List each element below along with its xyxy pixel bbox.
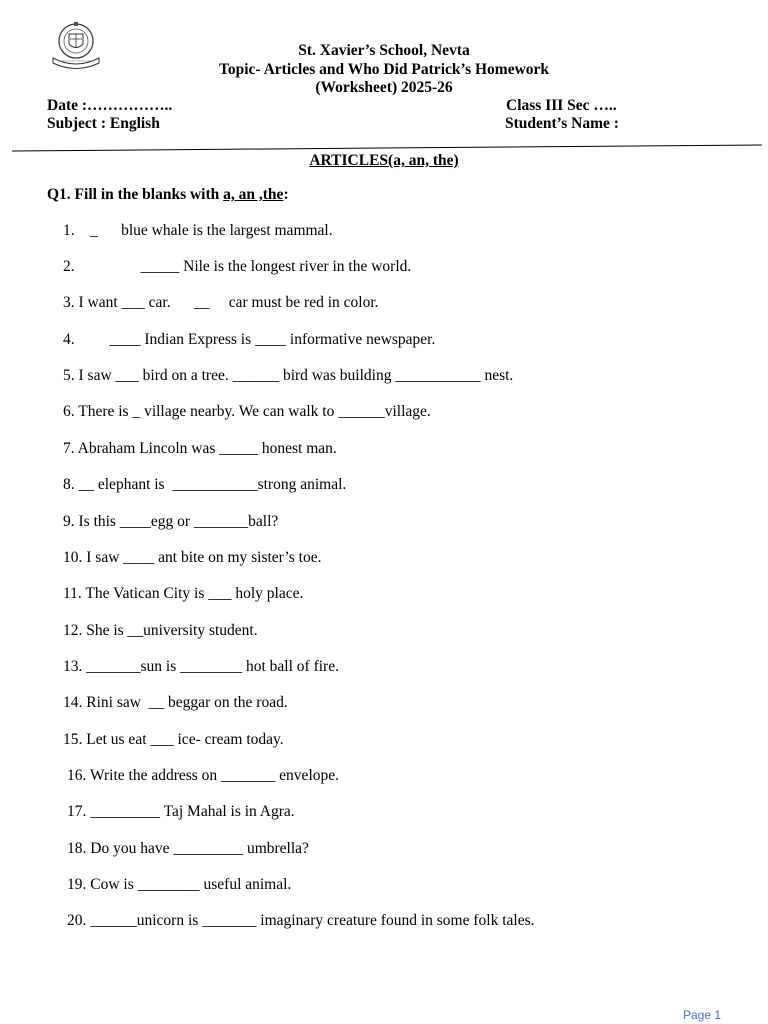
page-number: Page 1 [683, 1008, 722, 1022]
blank-item-14: 14. Rini saw __ beggar on the road. [63, 694, 288, 711]
blank-item-1: 1. _ blue whale is the largest mammal. [63, 222, 333, 239]
blank-item-8: 8. __ elephant is ___________strong animal. [63, 476, 347, 493]
student-name-field: Student’s Name : [505, 115, 619, 132]
blank-item-13: 13. _______sun is ________ hot ball of fire. [63, 658, 339, 675]
date-field: Date :…………….. [47, 97, 173, 114]
blank-item-18: 18. Do you have _________ umbrella? [67, 840, 309, 857]
subject-field: Subject : English [47, 115, 160, 132]
blank-item-12: 12. She is __university student. [63, 622, 258, 639]
question-prefix: Q1. Fill in the blanks with [47, 186, 224, 203]
blank-item-4: 4. ____ Indian Express is ____ informative newspaper. [63, 331, 436, 348]
blank-item-17: 17. _________ Taj Mahal is in Agra. [67, 803, 295, 820]
blank-item-15: 15. Let us eat ___ ice- cream today. [63, 731, 284, 748]
question-options: a, an ,the [223, 186, 284, 203]
blank-item-16: 16. Write the address on _______ envelope. [67, 767, 339, 784]
question-suffix: : [283, 186, 289, 203]
blank-item-11: 11. The Vatican City is ___ holy place. [63, 585, 304, 602]
school-name: St. Xavier’s School, Nevta [298, 42, 470, 59]
blank-item-2: 2. _____ Nile is the longest river in the world. [63, 258, 412, 275]
blank-item-5: 5. I saw ___ bird on a tree. ______ bird was building ___________ nest. [63, 367, 514, 384]
blank-item-7: 7. Abraham Lincoln was _____ honest man. [63, 440, 337, 457]
blank-item-6: 6. There is _ village nearby. We can walk to ______village. [63, 403, 431, 420]
worksheet-topic: Topic- Articles and Who Did Patrick’s Homework [218, 61, 550, 78]
blank-item-3: 3. I want ___ car. __ car must be red in color. [63, 294, 379, 311]
blank-item-10: 10. I saw ____ ant bite on my sister’s toe. [63, 549, 322, 566]
class-section-field: Class III Sec ….. [506, 97, 617, 114]
blank-item-9: 9. Is this ____egg or _______ball? [63, 513, 279, 530]
worksheet-year: (Worksheet) 2025-26 [315, 79, 453, 96]
blank-item-19: 19. Cow is ________ useful animal. [67, 876, 292, 893]
question-1 [47, 186, 289, 204]
section-title: ARTICLES(a, an, the) [309, 152, 459, 169]
blank-item-20: 20. ______unicorn is _______ imaginary creature found in some folk tales. [67, 912, 535, 929]
